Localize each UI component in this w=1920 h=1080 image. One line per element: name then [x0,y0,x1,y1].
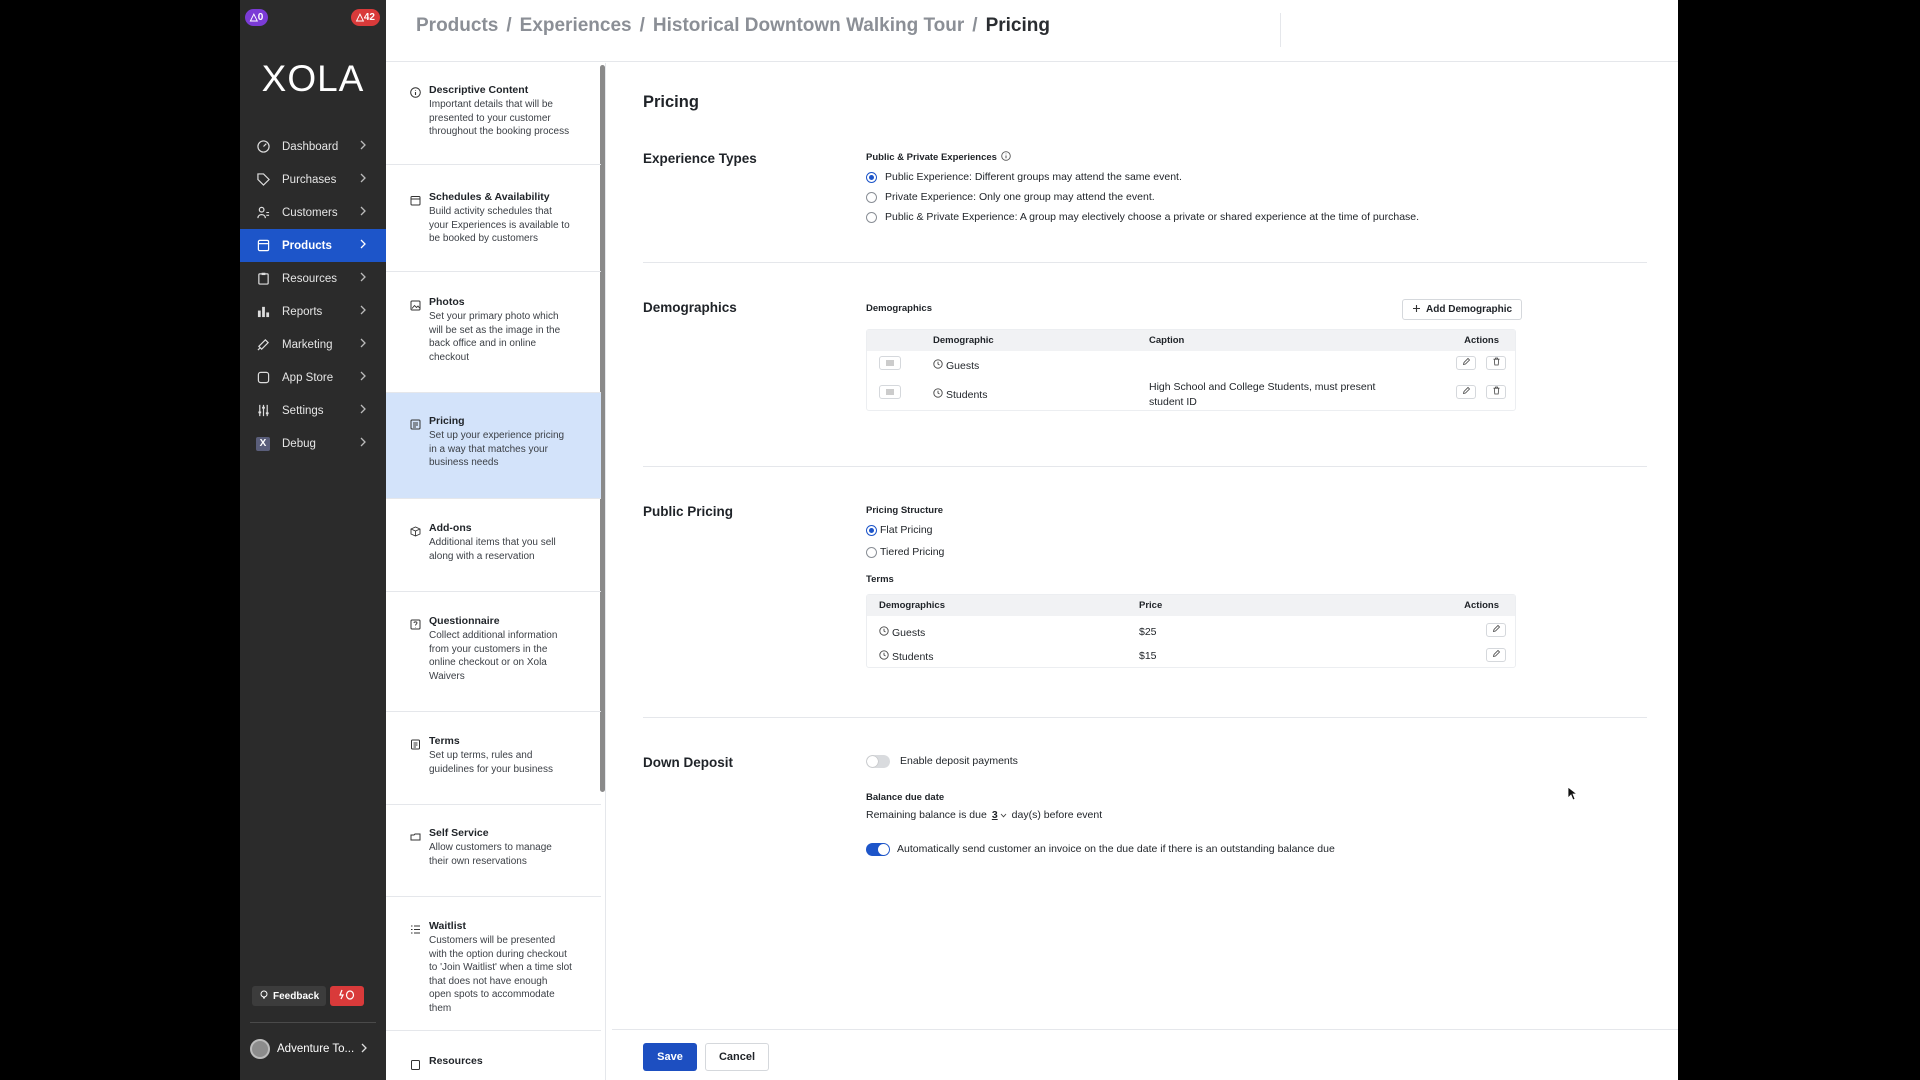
section-description [429,98,581,139]
due-days-select[interactable] [992,809,1007,821]
nav-item-marketing[interactable] [240,328,386,361]
section-self-service[interactable] [386,805,601,897]
desc-line: online checkout or on Xola [429,657,547,669]
feedback-button[interactable] [252,986,326,1006]
tag-icon [256,173,270,187]
pencil-icon [1492,624,1501,636]
desc-line: Additional items that you sell [429,537,556,548]
desc-line: presented to your customer [429,112,551,124]
bug-icon [339,987,355,1005]
auto-invoice-label: Automatically send customer an invoice on the due date if there is an outstanding balance due [897,843,1335,855]
pricing-structure-label: Pricing Structure [866,505,944,516]
breadcrumb-separator: / [639,15,645,36]
desc-line: throughout the booking process [429,126,570,138]
nav-item-settings[interactable] [240,394,386,427]
desc-line: be booked by customers [429,233,538,245]
add-demographic-button[interactable] [1402,299,1522,320]
desc-line: Set your primary photo which [429,311,559,322]
section-nav [386,63,606,1080]
demographic-cell [879,650,933,663]
section-photos[interactable] [386,272,601,393]
desc-line: Customers will be presented [429,935,556,946]
column-header: Demographic [933,335,994,346]
megaphone-icon [256,338,270,352]
desc-line: Waivers [429,670,465,682]
option-text: A group may electively choose a private or shared experience at the time of purchase. [1017,211,1420,223]
pencil-icon [1492,649,1501,661]
pencil-icon [1462,357,1471,369]
experience-type-private[interactable] [866,191,1155,203]
drag-handle-icon[interactable] [879,385,901,399]
desc-line: in a way that matches your [429,443,548,455]
page-header [386,0,1678,62]
self-service-icon [410,829,421,840]
cancel-button[interactable]: Cancel [705,1043,769,1071]
radio-button[interactable] [866,192,877,203]
section-description [429,934,581,1016]
section-description [429,536,581,563]
sidebar [240,0,386,1080]
section-title: Waitlist [429,920,466,932]
button-label: Add Demographic [1426,304,1513,315]
desc-line: open spots to accommodate [429,989,555,1001]
section-divider [643,262,1647,263]
section-resources[interactable] [386,1031,601,1080]
nav-item-debug[interactable] [240,427,386,460]
column-header: Actions [1464,600,1499,611]
balance-due-label: Balance due date [866,792,945,803]
main-nav [240,130,386,460]
drag-handle-icon[interactable] [879,356,901,370]
section-schedules[interactable] [386,165,601,272]
edit-button[interactable] [1486,623,1506,637]
edit-button[interactable] [1486,648,1506,662]
desc-line: them [429,1002,452,1014]
page-title: Pricing [643,93,699,111]
image-icon [410,298,421,309]
nav-label: Marketing [282,338,333,351]
option-title: Public & Private Experience: [885,211,1018,223]
section-description [429,429,581,470]
table-row [867,351,1515,377]
clock-icon [879,626,889,639]
chevron-right-icon [360,338,367,351]
breadcrumb-products[interactable]: Products [416,15,499,36]
account-name: Adventure To... [277,1043,355,1055]
section-pricing[interactable] [386,393,601,499]
down-deposit-title: Down Deposit [643,755,733,770]
desc-line: along with a reservation [429,550,535,562]
nav-item-products[interactable] [240,229,386,262]
report-bug-button[interactable] [330,986,364,1006]
chevron-right-icon [360,239,367,252]
chevron-right-icon [360,272,367,285]
pencil-icon [1462,386,1471,398]
nav-label: Products [282,239,332,252]
delete-button[interactable] [1486,385,1506,399]
chevron-right-icon [360,140,367,153]
experience-types-title: Experience Types [643,151,757,166]
chevron-right-icon [360,206,367,219]
breadcrumb-separator: / [506,15,512,36]
nav-label: Settings [282,404,324,417]
balance-due-row [866,809,1102,821]
xola-logo[interactable]: XOLA [261,58,365,99]
desc-line: your Experiences is available to [429,219,570,231]
nav-label: Resources [282,272,337,285]
chevron-right-icon [360,437,367,450]
flat-pricing-option[interactable] [866,524,933,536]
demographic-name: Students [892,650,934,663]
header-divider [1280,13,1281,47]
desc-line: back office and in online [429,338,537,350]
clipboard-icon [410,1057,421,1068]
due-suffix: day(s) before event [1011,809,1103,821]
experience-type-public-private[interactable] [866,211,1419,223]
demographic-cell [879,626,925,639]
experience-type-public[interactable] [866,171,1182,183]
auto-invoice-toggle[interactable] [866,843,890,856]
users-icon [256,206,270,220]
table-row [867,646,1515,668]
nav-label: Purchases [282,173,337,186]
desc-line: Set up terms, rules and [429,750,533,761]
nav-item-resources[interactable] [240,262,386,295]
section-description [429,841,581,868]
sidebar-top-badges [245,9,380,26]
option-label: Tiered Pricing [880,546,945,558]
sidebar-divider [250,1022,376,1023]
demographic-cell [933,359,979,372]
section-waitlist[interactable] [386,897,601,1031]
enable-deposit-label: Enable deposit payments [900,755,1018,767]
breadcrumb [416,15,1050,37]
section-title: Terms [429,735,460,747]
section-title: Photos [429,296,465,308]
sliders-icon [256,404,270,418]
feedback-label: Feedback [273,990,320,1002]
calendar-icon [410,193,421,204]
demographics-label: Demographics [866,303,932,314]
option-title: Private Experience: [885,191,977,203]
nav-label: Reports [282,305,323,318]
section-description [429,205,581,246]
question-icon [410,617,421,628]
demographic-name: Students [946,388,988,401]
document-icon [410,737,421,748]
mouse-cursor-icon [1567,786,1578,806]
option-text: Only one group may attend the event. [976,191,1155,203]
desc-line: guidelines for your business [429,763,553,775]
avatar [250,1039,270,1059]
notification-badge[interactable]: △0 [245,9,268,26]
option-label: Flat Pricing [880,524,933,536]
radio-button[interactable] [866,525,877,536]
info-icon[interactable] [1001,151,1011,164]
box-icon [256,239,270,253]
due-prefix: Remaining balance is due [866,809,987,821]
delete-button[interactable] [1486,356,1506,370]
desc-line: Important details that will be [429,99,553,110]
desc-line: with the option during checkout [429,948,567,960]
info-icon [410,85,421,96]
desc-line: will be set as the image in the [429,324,561,336]
price-value: $15 [1139,650,1157,662]
clipboard-icon [256,272,270,286]
x-icon: X [256,437,270,451]
breadcrumb-experience-name[interactable]: Historical Downtown Walking Tour [652,15,965,36]
section-title: Schedules & Availability [429,191,550,203]
main-content [612,63,1678,1029]
nav-item-customers[interactable] [240,196,386,229]
experience-types-label [866,151,1011,164]
public-pricing-title: Public Pricing [643,504,734,519]
nav-label: Customers [282,206,338,219]
app-icon [256,371,270,385]
section-terms[interactable] [386,712,601,805]
section-divider [643,466,1647,467]
nav-item-purchases[interactable] [240,163,386,196]
trash-icon [1492,357,1501,369]
demographic-caption: High School and College Students, must present student ID [1149,381,1376,408]
desc-line: business needs [429,457,499,469]
list-icon [410,922,421,933]
desc-line: Build activity schedules that [429,206,552,217]
section-questionnaire[interactable] [386,592,601,712]
account-switcher[interactable] [250,1039,368,1059]
radio-button[interactable] [866,212,877,223]
desc-line: Allow customers to manage [429,842,552,853]
form-footer [612,1029,1678,1080]
demographics-table [866,329,1516,411]
column-header: Actions [1464,335,1499,346]
plus-icon [1412,304,1421,316]
section-divider [643,717,1647,718]
nav-label: Dashboard [282,140,339,153]
terms-label: Terms [866,574,894,585]
nav-label: Debug [282,437,316,450]
nav-item-dashboard[interactable] [240,130,386,163]
desc-line: checkout [429,351,470,363]
option-title: Public Experience: [885,171,972,183]
demographic-cell [933,388,987,401]
clock-icon [879,650,889,663]
enable-deposit-toggle[interactable] [866,755,890,768]
label-text: Public & Private Experiences [866,152,997,163]
desc-line: Set up your experience pricing [429,430,565,441]
chevron-down-icon [1000,809,1007,821]
edit-button[interactable] [1456,356,1476,370]
section-title: Descriptive Content [429,84,529,96]
demographic-name: Guests [892,626,926,639]
dashboard-icon [256,140,270,154]
app-window [240,0,1678,1080]
clock-icon [933,388,943,401]
table-row [867,377,1515,411]
radio-button[interactable] [866,547,877,558]
section-description [429,749,581,776]
section-descriptive-content[interactable] [386,63,601,165]
chevron-right-icon [360,404,367,417]
column-header: Demographics [879,600,945,611]
due-days-value: 3 [991,809,998,821]
option-text: Different groups may attend the same event. [971,171,1182,183]
feedback-area [252,986,364,1006]
table-row [867,616,1515,646]
desc-line: from your customers in the [429,643,548,655]
section-title: Resources [429,1055,483,1067]
demographics-title: Demographics [643,300,737,315]
desc-line: Collect additional information [429,630,558,641]
price-list-icon [410,417,421,428]
section-description [429,310,581,364]
section-add-ons[interactable] [386,499,601,592]
column-header: Price [1139,600,1163,611]
table-header [867,595,1515,616]
section-description [429,629,581,683]
nav-item-reports[interactable] [240,295,386,328]
section-title: Add-ons [429,522,472,534]
breadcrumb-experiences[interactable]: Experiences [519,15,632,36]
chevron-right-icon [361,1043,368,1056]
section-title: Pricing [429,415,465,427]
clock-icon [933,359,943,372]
column-header: Caption [1149,335,1185,346]
package-icon [410,524,421,535]
breadcrumb-separator: / [972,15,978,36]
alert-badge[interactable]: △42 [351,9,380,26]
chevron-right-icon [360,305,367,318]
lightbulb-icon [259,990,269,1003]
radio-button[interactable] [866,172,877,183]
bar-chart-icon [256,305,270,319]
section-title: Questionnaire [429,615,500,627]
demographic-name: Guests [946,359,980,372]
nav-label: App Store [282,371,334,384]
pricing-table [866,594,1516,668]
chevron-right-icon [360,173,367,186]
desc-line: that does not have enough [429,975,548,987]
nav-item-app-store[interactable] [240,361,386,394]
breadcrumb-current: Pricing [985,15,1050,36]
save-button[interactable]: Save [643,1043,697,1071]
desc-line: their own reservations [429,855,527,867]
tiered-pricing-option[interactable] [866,546,944,558]
desc-line: to 'Join Waitlist' when a time slot [429,962,572,974]
chevron-right-icon [360,371,367,384]
edit-button[interactable] [1456,385,1476,399]
table-header [867,330,1515,351]
price-value: $25 [1139,626,1157,638]
trash-icon [1492,386,1501,398]
section-title: Self Service [429,827,489,839]
